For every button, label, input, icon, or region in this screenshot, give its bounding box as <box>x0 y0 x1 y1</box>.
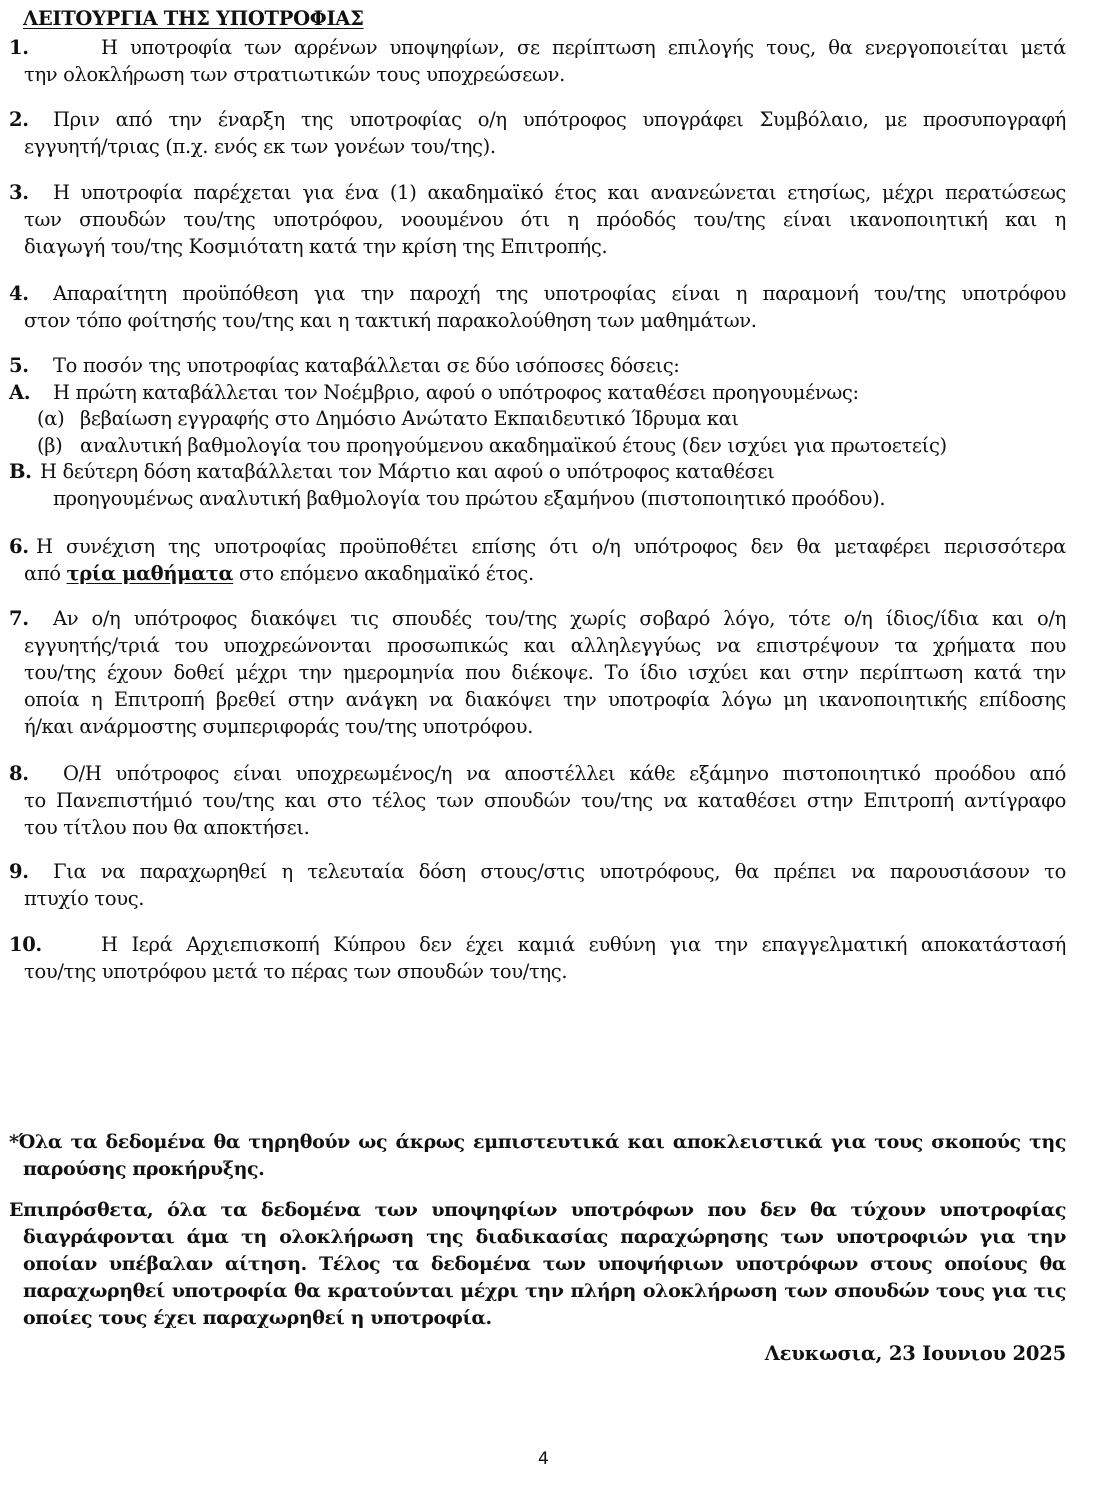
item-10-number: 10. <box>9 933 42 956</box>
item-5a-point-a-text: βεβαίωση εγγραφής στο Δημόσιο Ανώτατο Εκπαιδευτικό Ίδρυμα και <box>80 407 739 430</box>
item-9-number: 9. <box>9 860 29 883</box>
item-6-emphasis: τρία μαθήματα <box>66 562 234 585</box>
item-5-number: 5. <box>9 354 29 377</box>
section-title: ΛΕΙΤΟΥΡΓΙΑ ΤΗΣ ΥΠΟΤΡΟΦΙΑΣ <box>23 7 364 30</box>
item-6-line-1: Η συνέχιση της υποτροφίας προϋποθέτει επίσης ότι ο/η υπότροφος δεν θα μεταφέρει περισσότερα <box>36 535 1066 558</box>
item-5b-text: Η δεύτερη δόση καταβάλλεται τον Μάρτιο και αφού ο υπότροφος καταθέσει <box>40 460 775 483</box>
item-7-line-3: του/της έχουν δοθεί μέχρι την ημερομηνία που διέκοψε. Το ίδιο ισχύει και στην περίπτωση κατά την <box>24 661 1066 684</box>
item-8-line-3: του τίτλου που θα αποκτήσει. <box>24 816 310 839</box>
note-2: Επιπρόσθετα, όλα τα δεδομένα των υποψηφίων υποτρόφων που δεν θα τύχουν υποτροφίας διαγράφονται άμα τη ολοκλήρωση της διαδικασίας παραχώρησης των υποτροφιών για την οποίαν υπέβαλαν αίτηση. Τέλος τα δεδομένα των υποψήφιων υποτρόφων στους οποίους θα παραχωρηθεί υποτροφία θα κρατούνται μέχρι την πλήρη ολοκλήρωση των σπουδών τους για τις οποίες τους έχει παραχωρηθεί η υποτροφία. <box>9 1199 1066 1329</box>
item-8-number: 8. <box>9 762 29 785</box>
item-7-line-1: Αν ο/η υπότροφος διακόψει τις σπουδές του/της χωρίς σοβαρό λόγο, τότε ο/η ίδιος/ίδια και ο/η <box>53 607 1066 630</box>
item-5b-label: Β. <box>9 460 32 483</box>
item-1-line-1: Η υποτροφία των αρρένων υποψηφίων, σε περίπτωση επιλογής τους, θα ενεργοποιείται μετά <box>101 36 1066 59</box>
item-4-line-2: στον τόπο φοίτησής του/της και η τακτική παρακολούθηση των μαθημάτων. <box>24 309 757 332</box>
confidentiality-note <box>9 1129 1066 1183</box>
item-9-line-2: πτυχίο τους. <box>24 887 145 910</box>
item-6-line-2-after: στο επόμενο ακαδημαϊκό έτος. <box>233 562 534 585</box>
item-6-line-2-before: από <box>24 562 67 585</box>
item-1-number: 1. <box>9 36 29 59</box>
item-7-line-2: εγγυητής/τριά του υποχρεώνονται προσωπικώς και αλληλεγγύως να επιστρέψουν τα χρήματα που <box>24 634 1066 657</box>
item-5a-point-b-label: (β) <box>37 434 63 457</box>
item-10-line-2: του/της υποτρόφου μετά το πέρας των σπουδών του/της. <box>24 960 568 983</box>
item-4-line-1: Απαραίτητη προϋπόθεση για την παροχή της υποτροφίας είναι η παραμονή του/της υποτρόφου <box>53 282 1066 305</box>
item-7-line-4: οποία η Επιτροπή βρεθεί στην ανάγκη να διακόψει την υποτροφία λόγω μη ικανοποιητικής επίδοσης <box>24 688 1066 711</box>
place-date: Λευκωσια, 23 Ιουνιου 2025 <box>764 1342 1066 1365</box>
item-5a-point-b-text: αναλυτική βαθμολογία του προηγούμενου ακαδημαϊκού έτους (δεν ισχύει για πρωτοετείς) <box>80 434 947 457</box>
item-3-number: 3. <box>9 181 29 204</box>
item-7-number: 7. <box>9 607 29 630</box>
item-9-line-1: Για να παραχωρηθεί η τελευταία δόση στους/στις υποτρόφους, θα πρέπει να παρουσιάσουν το <box>53 860 1066 883</box>
page-number: 4 <box>538 1449 549 1469</box>
item-1-line-2: την ολοκλήρωση των στρατιωτικών τους υποχρεώσεων. <box>24 63 565 86</box>
item-7-line-5: ή/και ανάρμοστης συμπεριφοράς του/της υποτρόφου. <box>24 715 534 738</box>
item-2-number: 2. <box>9 108 29 131</box>
item-4-number: 4. <box>9 282 29 305</box>
item-3-line-2: των σπουδών του/της υποτρόφου, νοουμένου ότι η πρόοδός του/της είναι ικανοποιητική και η <box>24 208 1066 231</box>
item-6-line-2 <box>24 560 534 587</box>
item-3-line-1: Η υποτροφία παρέχεται για ένα (1) ακαδημαϊκό έτος και ανανεώνεται ετησίως, μέχρι περατώσεως <box>53 181 1066 204</box>
data-retention-note <box>9 1197 1066 1332</box>
item-8-line-2: το Πανεπιστήμιό του/της και στο τέλος των σπουδών του/της να καταθέσει στην Επιτροπή αντίγραφο <box>24 789 1066 812</box>
item-10-line-1: Η Ιερά Αρχιεπισκοπή Κύπρου δεν έχει καμιά ευθύνη για την επαγγελματική αποκατάστασή <box>101 933 1066 956</box>
item-3-line-3: διαγωγή του/της Κοσμιότατη κατά την κρίση της Επιτροπής. <box>24 235 608 258</box>
item-5a-point-a-label: (α) <box>37 407 65 430</box>
note-1: *Όλα τα δεδομένα θα τηρηθούν ως άκρως εμπιστευτικά και αποκλειστικά για τους σκοπούς της παρούσης προκήρυξης. <box>9 1131 1066 1180</box>
item-2-line-2: εγγυητή/τριας (π.χ. ενός εκ των γονέων του/της). <box>24 135 496 158</box>
item-5-line-1: Το ποσόν της υποτροφίας καταβάλλεται σε δύο ισόποσες δόσεις: <box>53 354 680 377</box>
item-5a-text: Η πρώτη καταβάλλεται τον Νοέμβριο, αφού ο υπότροφος καταθέσει προηγουμένως: <box>53 381 859 404</box>
item-5b-continuation: προηγουμένως αναλυτική βαθμολογία του πρώτου εξαμήνου (πιστοποιητικό προόδου). <box>53 487 886 510</box>
item-5a-label: Α. <box>9 381 31 404</box>
item-6-number: 6. <box>9 535 29 558</box>
item-8-line-1: Ο/Η υπότροφος είναι υποχρεωμένος/η να αποστέλλει κάθε εξάμηνο πιστοποιητικό προόδου από <box>63 762 1066 785</box>
item-2-line-1: Πριν από την έναρξη της υποτροφίας ο/η υπότροφος υπογράφει Συμβόλαιο, με προσυπογραφή <box>53 108 1066 131</box>
